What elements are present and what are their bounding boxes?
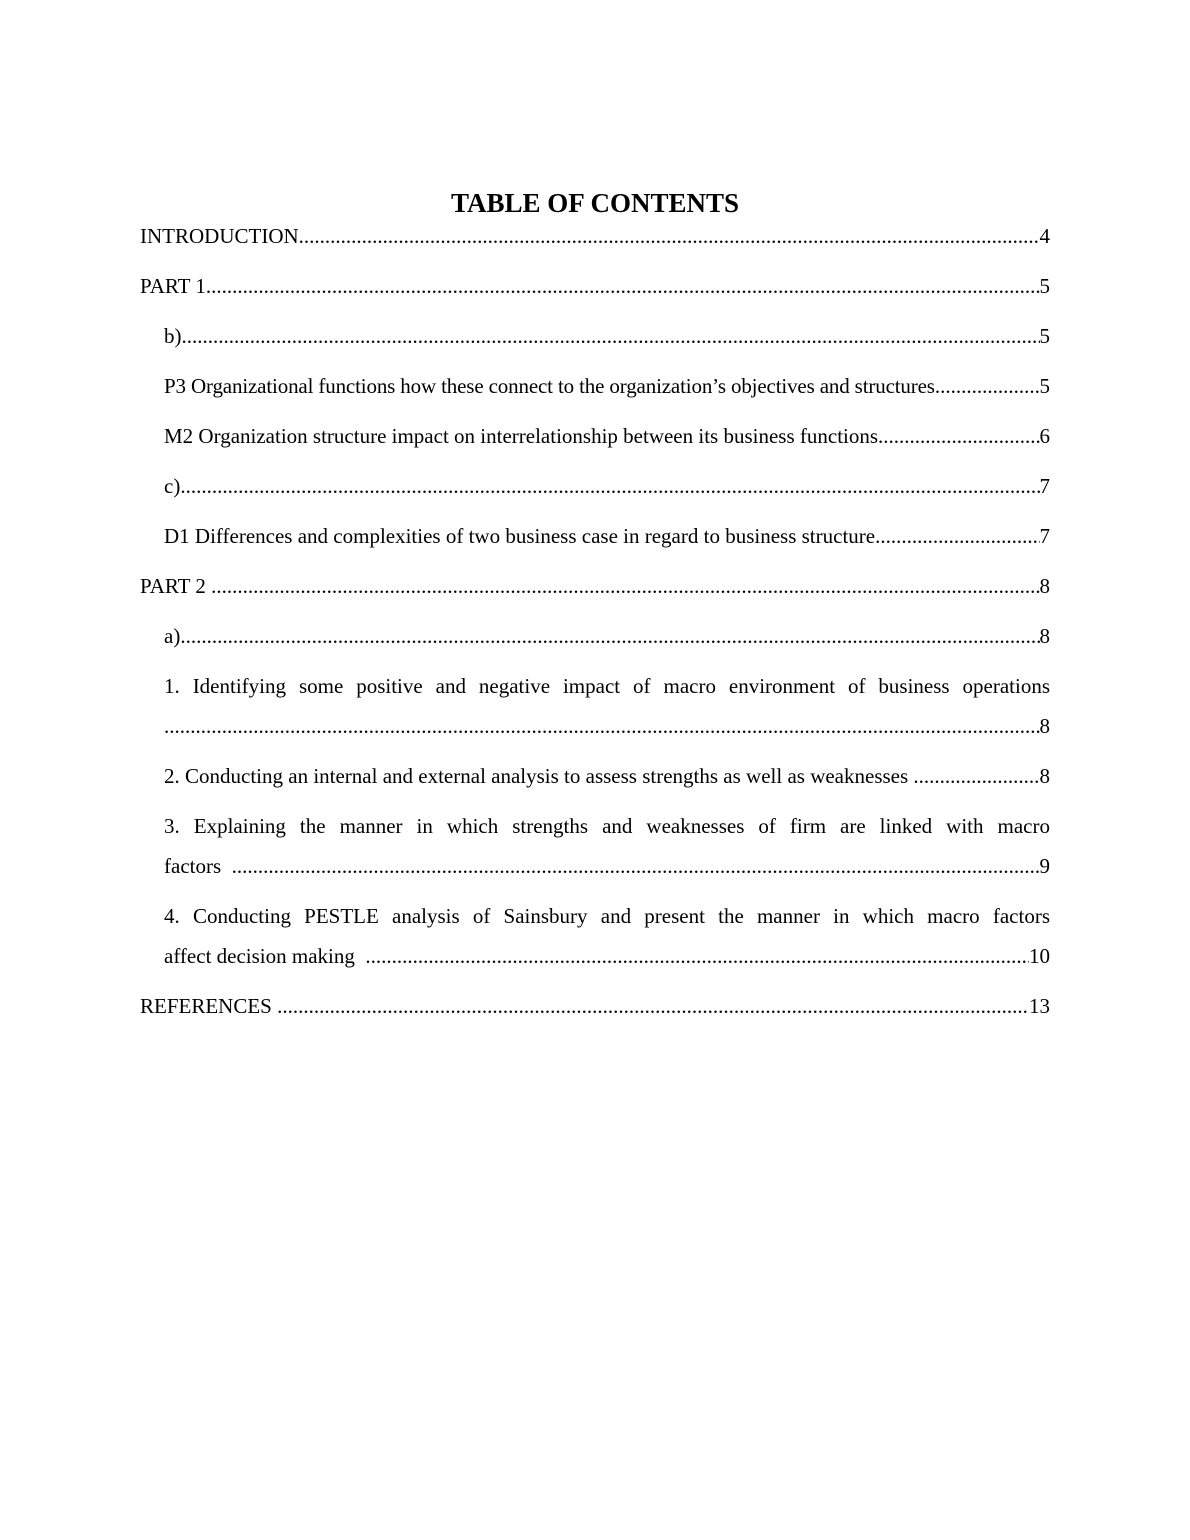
toc-entry-page: 9 [1039,854,1050,878]
toc-entry-b[interactable] [140,321,1050,351]
dot-leader [878,421,1039,451]
toc-title: TABLE OF CONTENTS [450,188,740,218]
toc-entry-a[interactable] [140,621,1050,651]
toc-entry-label: M2 Organization structure impact on interrelationship between its business functions [164,424,879,448]
toc-entry-p3[interactable] [140,371,1050,401]
toc-entry-d1[interactable] [140,521,1050,551]
dot-leader [365,941,1029,971]
toc-entry-label-line-2: factors [164,854,232,878]
toc-entry-m2[interactable] [140,421,1050,451]
toc-entry-3-explaining[interactable] [140,811,1050,881]
toc-entry-label-line-2: affect decision making [164,944,366,968]
dot-leader [913,761,1039,791]
toc-entry-page: 8 [1039,574,1050,598]
toc-entry-page: 5 [1039,324,1050,348]
toc-entry-page: 8 [1039,714,1050,738]
dot-leader [182,321,1040,351]
toc-entry-label: INTRODUCTION [140,224,299,248]
dot-leader [164,711,1040,741]
toc-entry-label: REFERENCES [140,994,278,1018]
document-page [140,185,1050,1021]
toc-entry-references[interactable] [140,991,1050,1021]
dot-leader [277,991,1029,1021]
dot-leader [180,471,1039,501]
toc-entry-page: 7 [1039,524,1050,548]
dot-leader [206,271,1040,301]
toc-entry-page: 6 [1039,424,1050,448]
dot-leader [232,851,1040,881]
toc-entry-page: 13 [1029,994,1050,1018]
toc-entry-introduction[interactable] [140,221,1050,251]
toc-entry-label: c) [164,474,181,498]
toc-entry-4-pestle[interactable] [140,901,1050,971]
toc-entry-label: 1. Identifying some positive and negative impact of macro environment of business operations [164,674,1050,698]
toc-entry-page: 4 [1039,224,1050,248]
toc-entry-label: 2. Conducting an internal and external analysis to assess strengths as well as weaknesses [164,764,914,788]
toc-entry-label: a) [164,624,181,648]
toc-entry-label: PART 1 [140,274,206,298]
toc-entry-label-line-1: 3. Explaining the manner in which strengths and weaknesses of firm are linked with macro [164,814,1050,838]
toc-entry-page: 5 [1039,274,1050,298]
toc-entry-label-line-1: 4. Conducting PESTLE analysis of Sainsbury and present the manner in which macro factors [164,904,1050,928]
toc-entry-2-conducting[interactable] [140,761,1050,791]
toc-entry-c[interactable] [140,471,1050,501]
toc-entry-label: b) [164,324,182,348]
toc-entry-page: 8 [1039,764,1050,788]
toc-entry-label: PART 2 [140,574,212,598]
toc-entry-label: D1 Differences and complexities of two business case in regard to business structure [164,524,876,548]
toc-entry-label: P3 Organizational functions how these connect to the organization’s objectives and structures [164,374,935,398]
toc-list [140,221,1050,1021]
dot-leader [875,521,1039,551]
dot-leader [299,221,1040,251]
toc-entry-1-identifying[interactable] [140,671,1050,741]
toc-entry-part-2[interactable] [140,571,1050,601]
toc-entry-part-1[interactable] [140,271,1050,301]
dot-leader [180,621,1039,651]
toc-entry-page: 10 [1029,944,1050,968]
toc-entry-page: 5 [1039,374,1050,398]
toc-entry-page: 8 [1039,624,1050,648]
dot-leader [211,571,1039,601]
dot-leader [935,371,1040,401]
toc-entry-page: 7 [1039,474,1050,498]
